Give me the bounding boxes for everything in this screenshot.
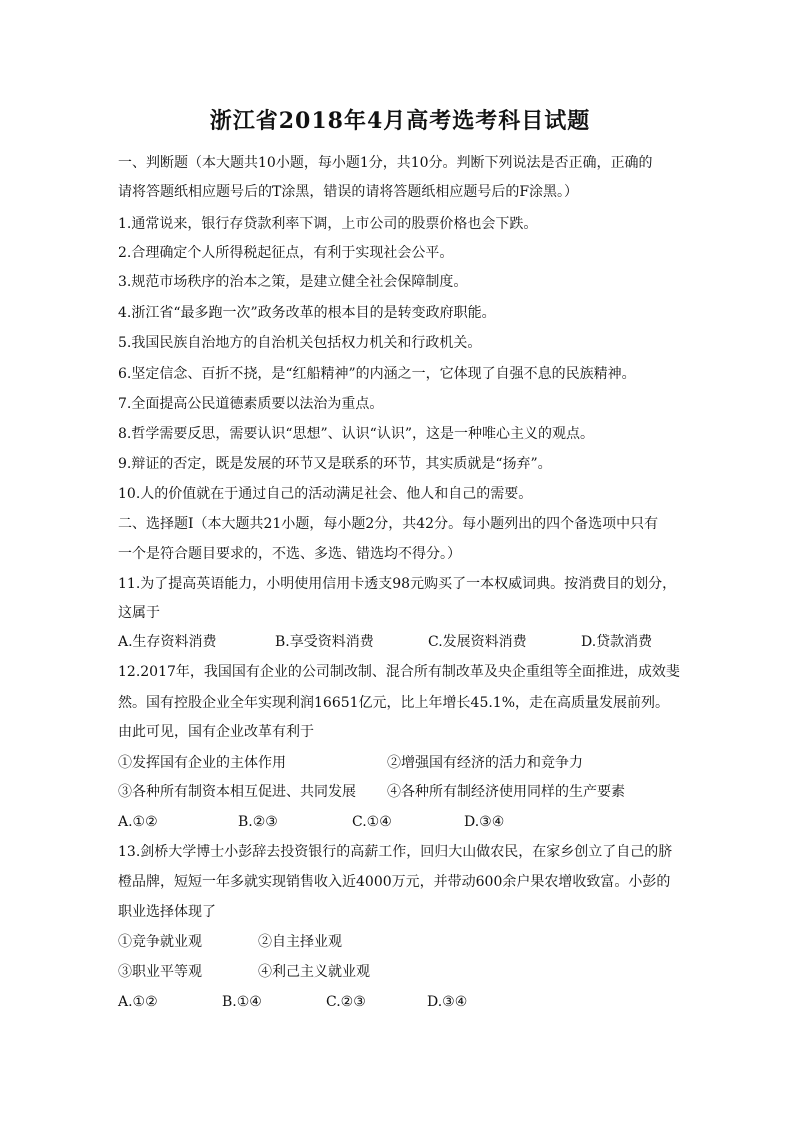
question-13-line3: 职业选择体现了 xyxy=(118,904,216,920)
q12-option-c: C.①④ xyxy=(352,814,392,830)
q12-statement-4: ④各种所有制经济使用同样的生产要素 xyxy=(387,784,625,800)
question-12-line2: 然。国有控股企业全年实现利润16651亿元，比上年增长45.1%，走在高质量发展前列。 xyxy=(118,695,670,711)
q12-option-b: B.②③ xyxy=(238,814,278,830)
section1-intro-line2: 请将答题纸相应题号后的T涂黑，错误的请将答题纸相应题号后的F涂黑。） xyxy=(118,184,579,200)
question-11-line1: 11.为了提高英语能力，小明使用信用卡透支98元购买了一本权威词典。按消费目的划分， xyxy=(118,576,677,592)
question-11-line2: 这属于 xyxy=(118,605,160,621)
question-12-line3: 由此可见，国有企业改革有利于 xyxy=(118,724,314,740)
judgment-item-4: 4.浙江省“最多跑一次”政务改革的根本目的是转变政府职能。 xyxy=(118,305,496,321)
q13-statement-4: ④利己主义就业观 xyxy=(258,964,370,980)
section1-intro-line1: 一、判断题（本大题共10小题，每小题1分，共10分。判断下列说法是否正确，正确的 xyxy=(118,155,653,171)
q13-option-a: A.①② xyxy=(118,994,158,1010)
question-13-line1: 13.剑桥大学博士小彭辞去投资银行的高薪工作，回归大山做农民，在家乡创立了自己的脐 xyxy=(118,844,673,860)
q12-statement-3: ③各种所有制资本相互促进、共同发展 xyxy=(118,784,356,800)
question-12-line1: 12.2017年，我国国有企业的公司制改制、混合所有制改革及央企重组等全面推进，成效斐 xyxy=(118,664,680,680)
q13-statement-3: ③职业平等观 xyxy=(118,964,202,980)
q13-option-b: B.①④ xyxy=(222,994,262,1010)
q11-option-a: A.生存资料消费 xyxy=(118,634,217,650)
judgment-item-3: 3.规范市场秩序的治本之策，是建立健全社会保障制度。 xyxy=(118,274,468,290)
q13-statement-1: ①竞争就业观 xyxy=(118,934,202,950)
judgment-item-1: 1.通常说来，银行存贷款利率下调，上市公司的股票价格也会下跌。 xyxy=(118,216,538,232)
judgment-item-2: 2.合理确定个人所得税起征点，有利于实现社会公平。 xyxy=(118,245,454,261)
q13-statement-2: ②自主择业观 xyxy=(258,934,342,950)
q11-option-c: C.发展资料消费 xyxy=(428,634,527,650)
judgment-item-7: 7.全面提高公民道德素质要以法治为重点。 xyxy=(118,396,384,412)
q13-option-d: D.③④ xyxy=(427,994,468,1010)
q12-option-d: D.③④ xyxy=(464,814,505,830)
question-13-line2: 橙品牌，短短一年多就实现销售收入近4000万元，并带动600余户果农增收致富。小彭的 xyxy=(118,874,671,890)
q11-option-d: D.贷款消费 xyxy=(581,634,653,650)
judgment-item-8: 8.哲学需要反思，需要认识“思想”、认识“认识”，这是一种唯心主义的观点。 xyxy=(118,426,594,442)
section2-intro-line1: 二、选择题Ⅰ（本大题共21小题，每小题2分，共42分。每小题列出的四个备选项中只有 xyxy=(118,516,659,532)
section2-intro-line2: 一个是符合题目要求的，不选、多选、错选均不得分。） xyxy=(118,546,461,562)
judgment-item-9: 9.辩证的否定，既是发展的环节又是联系的环节，其实质就是“扬弃”。 xyxy=(118,456,552,472)
q12-statement-2: ②增强国有经济的活力和竞争力 xyxy=(387,755,583,771)
q11-option-b: B.享受资料消费 xyxy=(275,634,374,650)
q12-statement-1: ①发挥国有企业的主体作用 xyxy=(118,755,286,771)
q13-option-c: C.②③ xyxy=(326,994,366,1010)
judgment-item-5: 5.我国民族自治地方的自治机关包括权力机关和行政机关。 xyxy=(118,335,482,351)
page-title: 浙江省2018年4月高考选考科目试题 xyxy=(209,108,591,134)
judgment-item-10: 10.人的价值就在于通过自己的活动满足社会、他人和自己的需要。 xyxy=(118,486,533,502)
q12-option-a: A.①② xyxy=(118,814,158,830)
judgment-item-6: 6.坚定信念、百折不挠，是“红船精神”的内涵之一，它体现了自强不息的民族精神。 xyxy=(118,366,636,382)
